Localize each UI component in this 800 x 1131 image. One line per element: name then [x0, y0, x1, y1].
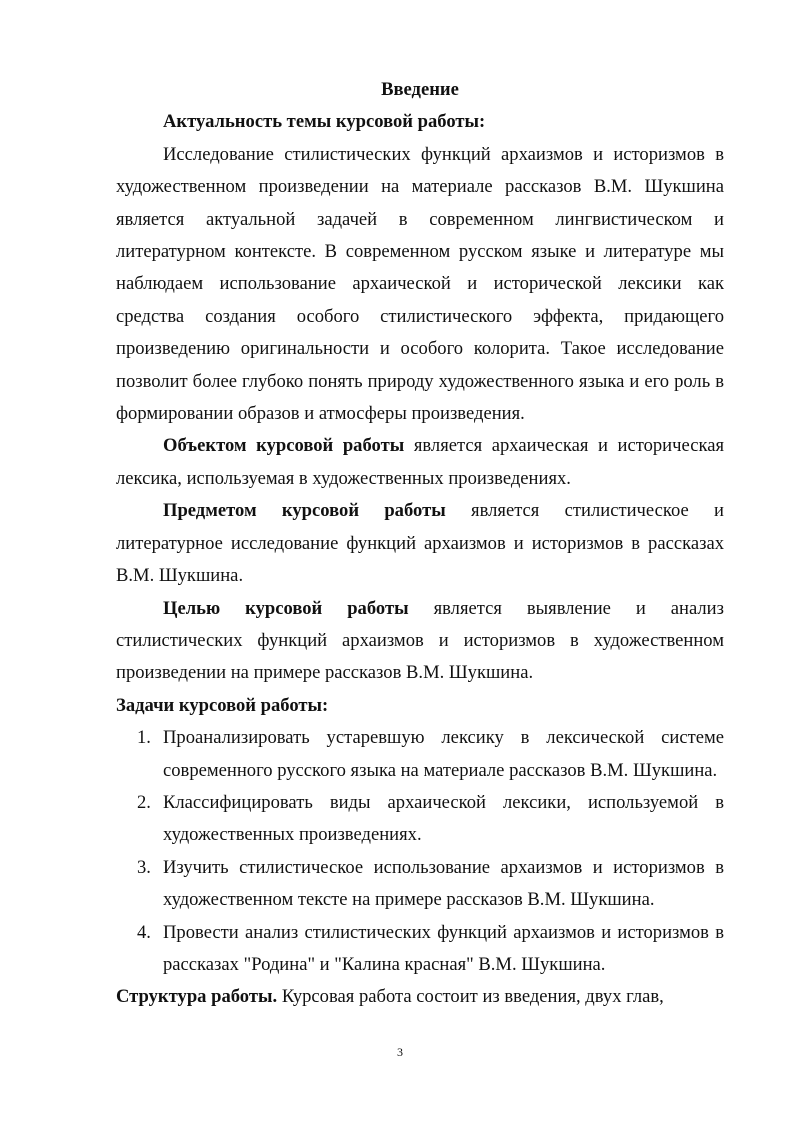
task-item	[116, 917, 724, 982]
structure-text: Курсовая работа состоит из введения, двух глав,	[277, 986, 664, 1008]
task-number: 2.	[137, 791, 151, 813]
task-text: Провести анализ стилистических функций архаизмов и историзмов в рассказах "Родина" и "Калина красная" В.М. Шукшина.	[163, 921, 724, 975]
page-number: 3	[397, 1045, 403, 1059]
page-content	[116, 74, 724, 1014]
goal-text: является выявление и анализ стилистических функций архаизмов и историзмов в художественном произведении на примере рассказов В.М. Шукшина.	[116, 597, 724, 684]
object-label: Объектом курсовой работы	[163, 435, 405, 457]
relevance-title: Актуальность темы курсовой работы:	[163, 111, 486, 133]
structure-label: Структура работы.	[116, 986, 278, 1008]
task-item	[116, 722, 724, 787]
task-item	[116, 852, 724, 917]
task-number: 1.	[137, 727, 151, 749]
task-number: 3.	[137, 856, 151, 878]
tasks-list	[116, 722, 724, 981]
subject-label: Предметом курсовой работы	[163, 500, 446, 522]
object-text: является архаическая и историческая лексика, используемая в художественных произведениях.	[116, 435, 725, 489]
tasks-title: Задачи курсовой работы:	[116, 694, 329, 716]
task-number: 4.	[137, 921, 151, 943]
task-item	[116, 787, 724, 852]
task-text: Проанализировать устаревшую лексику в лексической системе современного русского языка на материале рассказов В.М. Шукшина.	[163, 727, 724, 781]
subject-paragraph	[116, 495, 724, 592]
goal-label: Целью курсовой работы	[163, 597, 409, 619]
subject-text: является стилистическое и литературное исследование функций архаизмов и историзмов в рассказах В.М. Шукшина.	[116, 500, 724, 587]
task-text: Классифицировать виды архаической лексики, используемой в художественных произведениях.	[163, 791, 724, 846]
page-title: Введение	[381, 79, 459, 100]
goal-paragraph	[116, 593, 724, 690]
task-text: Изучить стилистическое использование архаизмов и историзмов в художественном тексте на примере рассказов В.М. Шукшина.	[163, 856, 724, 911]
object-paragraph	[116, 430, 724, 495]
relevance-paragraph: Исследование стилистических функций архаизмов и историзмов в художественном произведении на материале рассказов В.М. Шукшина является актуальной задачей в современном лингвистическом и литературном контексте. В современном русском языке и литературе мы наблюдаем использование архаической и исторической лексики как средства создания особого стилистического эффекта, придающего произведению оригинальности и особого колорита. Такое исследование позволит более глубоко понять природу художественного языка и его роль в формировании образов и атмосферы произведения.	[116, 143, 724, 425]
structure-paragraph	[116, 981, 724, 1013]
